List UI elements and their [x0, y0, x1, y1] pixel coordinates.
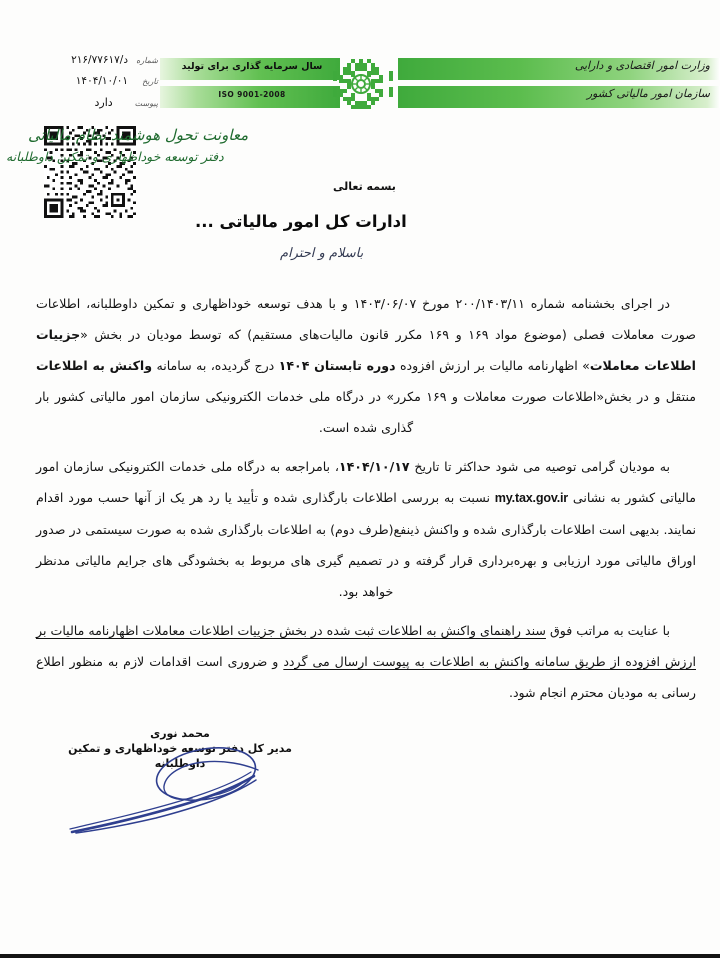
organization-name: سازمان امور مالیاتی کشور [586, 87, 710, 100]
letterhead-band [155, 56, 720, 112]
p1-seg1: در اجرای بخشنامه شماره ۲۰۰/۱۴۰۳/۱۱ مورخ ۱۴۰۳/۰۶/۰۷ و با هدف توسعه خوداظهاری و تمکین داوطلبانه، اطلاعات صورت معاملات فصلی (موضوع مواد ۱۶۹ و ۱۶۹ مکرر قانون مالیات‌های مستقیم) که توسط مودیان در بخش « [36, 296, 696, 342]
p3-seg1: با عنایت به مراتب فوق [545, 623, 670, 638]
addressee-title: ادارات کل امور مالیاتی ... [195, 212, 407, 231]
attachment-label: پیوست [134, 99, 158, 108]
reference-number-label: شماره [136, 56, 158, 65]
p2-seg2: ، بامراجعه به درگاه ملی خدمات الکترونیکی سازمان امور مالیاتی کشور به نشانی [36, 459, 696, 505]
tax-organization-emblem-icon [330, 56, 396, 112]
reference-date-value: ۱۴۰۴/۱۰/۰۱ [75, 75, 128, 87]
p3-underlined-guide-reference: سند راهنمای واکنش به اطلاعات ثبت شده در بخش جزییات اطلاعات معاملات اظهارنامه مالیات بر ارزش افزوده از طریق سامانه واکنش به اطلاعات به پیوست ارسال می گردد [36, 623, 696, 669]
handwritten-greeting: باسلام و احترام [280, 246, 364, 261]
paragraph-3 [36, 615, 696, 708]
p1-seg4: منتقل و در بخش«اطلاعات صورت معاملات و ۱۶۹ مکرر» در درگاه ملی خدمات الکترونیکی سازمان امور مالیاتی کشور بار گذاری شده است. [36, 389, 697, 435]
p3-seg2: و ضروری است اقدامات لازم به منظور اطلاع رسانی به مودیان محترم انجام شود. [36, 654, 696, 700]
portal-url[interactable]: my.tax.gov.ir [494, 491, 569, 505]
reference-date-row [18, 75, 158, 96]
iso-certification-label: ISO 9001-2008 [218, 90, 286, 99]
department-line-1: معاونت تحول هوشمند نظام مالیاتی [28, 126, 249, 144]
p2-deadline-date: ۱۴۰۴/۱۰/۱۷ [338, 459, 410, 474]
reference-number-row [18, 54, 158, 75]
department-line-2: دفتر توسعه خوداظهاری و تمکین داوطلبانه [6, 149, 224, 164]
ministry-name: وزارت امور اقتصادی و دارایی [574, 59, 710, 72]
year-slogan: سال سرمایه گذاری برای تولید [181, 61, 323, 72]
p1-bold-transaction-details: جزییات اطلاعات معاملات [36, 327, 696, 373]
p1-seg2: » اظهارنامه مالیات بر ارزش افزوده [395, 358, 590, 373]
p2-seg3: نسبت به بررسی اطلاعات بارگذاری شده و تأیید یا رد هر یک از آنها حسب مورد اقدام نمایند. بدیهی است اطلاعات بارگذاری شده و واکنش ذینفع(طرف دوم) به اطلاعات بارگذاری شده به صورت سیستمی در صدور اوراق مالیاتی مورد ارزیابی و بهره‌برداری قرار گرفته و در تصمیم گیری های مربوط به بخشودگی های جرایم مالیاتی مدنظر خواهد بود. [36, 490, 696, 599]
p1-bold-system-name: واکنش به اطلاعات [36, 358, 153, 373]
reference-number-value: د/۲۱۶/۷۷۶۱۷ [71, 54, 128, 66]
document-reference-block [18, 54, 158, 117]
signatory-title-continuation: داوطلبانه [154, 757, 206, 770]
signatory-title: مدیر کل دفتر توسعه خوداظهاری و تمکین [68, 742, 292, 755]
reference-date-label: تاریخ [142, 77, 158, 86]
p2-seg1: به مودیان گرامی توصیه می شود حداکثر تا تاریخ [409, 459, 670, 474]
attachment-value: دارد [94, 96, 113, 109]
paragraph-1 [36, 288, 696, 443]
p1-seg3: درج گردیده، به سامانه [152, 358, 279, 373]
letter-body [36, 288, 696, 716]
department-heading [0, 126, 696, 164]
attachment-row [18, 96, 158, 117]
signature-block [0, 726, 360, 771]
p1-bold-period: دوره تابستان ۱۴۰۴ [278, 358, 396, 373]
signatory-name: محمد نوری [150, 727, 210, 740]
paragraph-2 [36, 451, 696, 607]
basmala-text: بسمه تعالی [333, 180, 396, 193]
